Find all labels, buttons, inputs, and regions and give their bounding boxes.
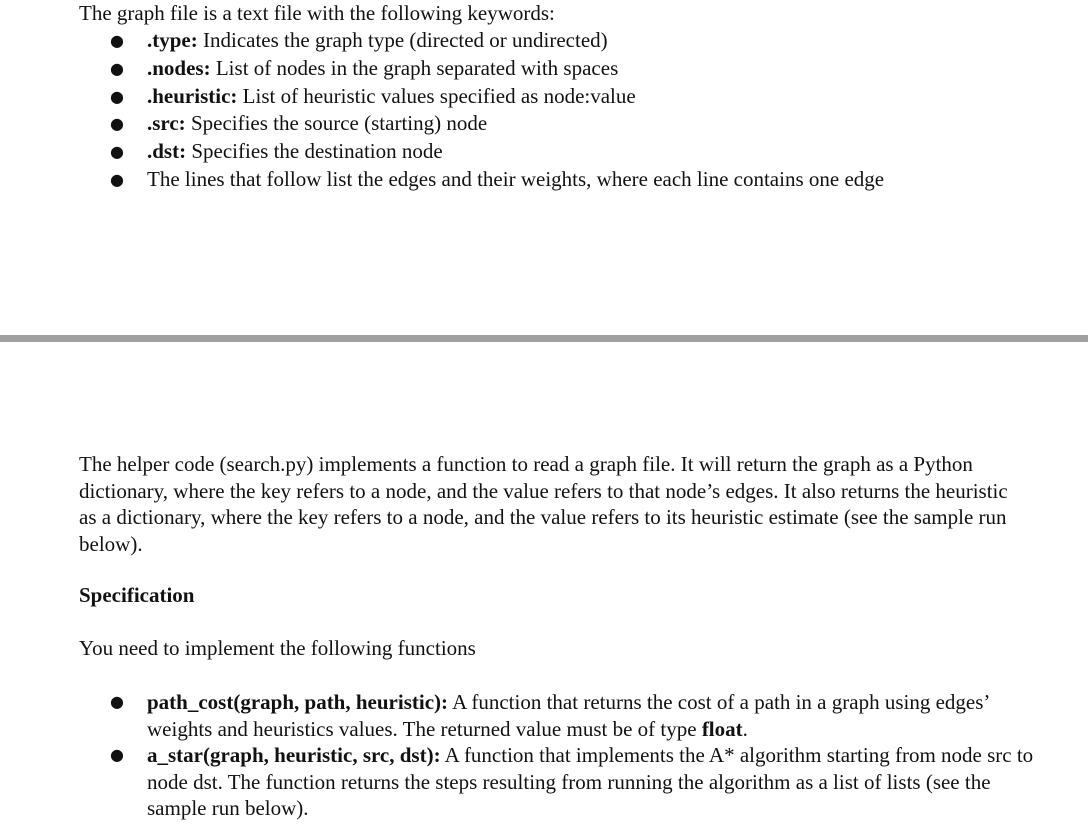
- list-item: [0, 742, 1088, 822]
- bullet-icon: ●: [110, 31, 124, 50]
- intro-text: The graph file is a text file with the following keywords:: [79, 1, 555, 25]
- list-item: [0, 138, 1088, 166]
- function-signature: path_cost(graph, path, heuristic):: [147, 690, 449, 714]
- keyword-description: Specifies the destination node: [186, 139, 443, 164]
- list-item: [0, 689, 1088, 742]
- function-signature: a_star(graph, heuristic, src, dst):: [147, 743, 441, 767]
- keyword-description: List of nodes in the graph separated with spaces: [210, 55, 619, 80]
- list-item: [0, 110, 1088, 138]
- bullet-icon: ●: [110, 114, 124, 134]
- instruction-text: You need to implement the following functions: [79, 636, 476, 660]
- keyword-name: .nodes:: [147, 55, 211, 80]
- keyword-description: The lines that follow list the edges and their weights, where each line contains one edge: [147, 166, 885, 191]
- function-list: [0, 689, 1088, 822]
- keyword-name: .heuristic:: [147, 83, 238, 108]
- bullet-icon: ●: [110, 745, 124, 764]
- sentence-end: .: [742, 716, 748, 741]
- section-heading: Specification: [79, 583, 195, 607]
- keyword-name: .dst:: [147, 139, 187, 164]
- type-emphasis: float: [701, 716, 743, 741]
- keyword-description: List of heuristic values specified as node:value: [237, 83, 636, 108]
- keyword-list: [0, 27, 1088, 194]
- page-divider: [0, 335, 1088, 342]
- list-item: [0, 55, 1088, 83]
- function-description: A function that implements the A* algorithm starting from node src to node dst. The function returns the steps resulting from running the algorithm as a list of lists (see the sample run below).: [147, 743, 1034, 820]
- keyword-description: Specifies the source (starting) node: [185, 111, 488, 136]
- function-description: A function that returns the cost of a path in a graph using edges’ weights and heuristics values. The returned value must be of type: [147, 690, 989, 741]
- helper-paragraph: The helper code (search.py) implements a function to read a graph file. It will return the graph as a Python dictionary, where the key refers to a node, and the value refers to that node’s edges. It also returns the heuristic as a dictionary, where the key refers to a node, and the value refers to its heuristic estimate (see the sample run below).: [79, 452, 1008, 556]
- list-item: [0, 83, 1088, 111]
- bullet-icon: ●: [110, 58, 124, 78]
- bullet-icon: ●: [110, 169, 124, 189]
- list-item: [0, 27, 1088, 55]
- keyword-name: .type:: [147, 28, 198, 52]
- list-item: [0, 166, 1088, 194]
- bullet-icon: ●: [110, 142, 124, 162]
- bullet-icon: ●: [110, 86, 124, 106]
- keyword-description: Indicates the graph type (directed or undirected): [197, 28, 608, 52]
- bullet-icon: ●: [110, 692, 124, 711]
- keyword-name: .src:: [147, 111, 186, 136]
